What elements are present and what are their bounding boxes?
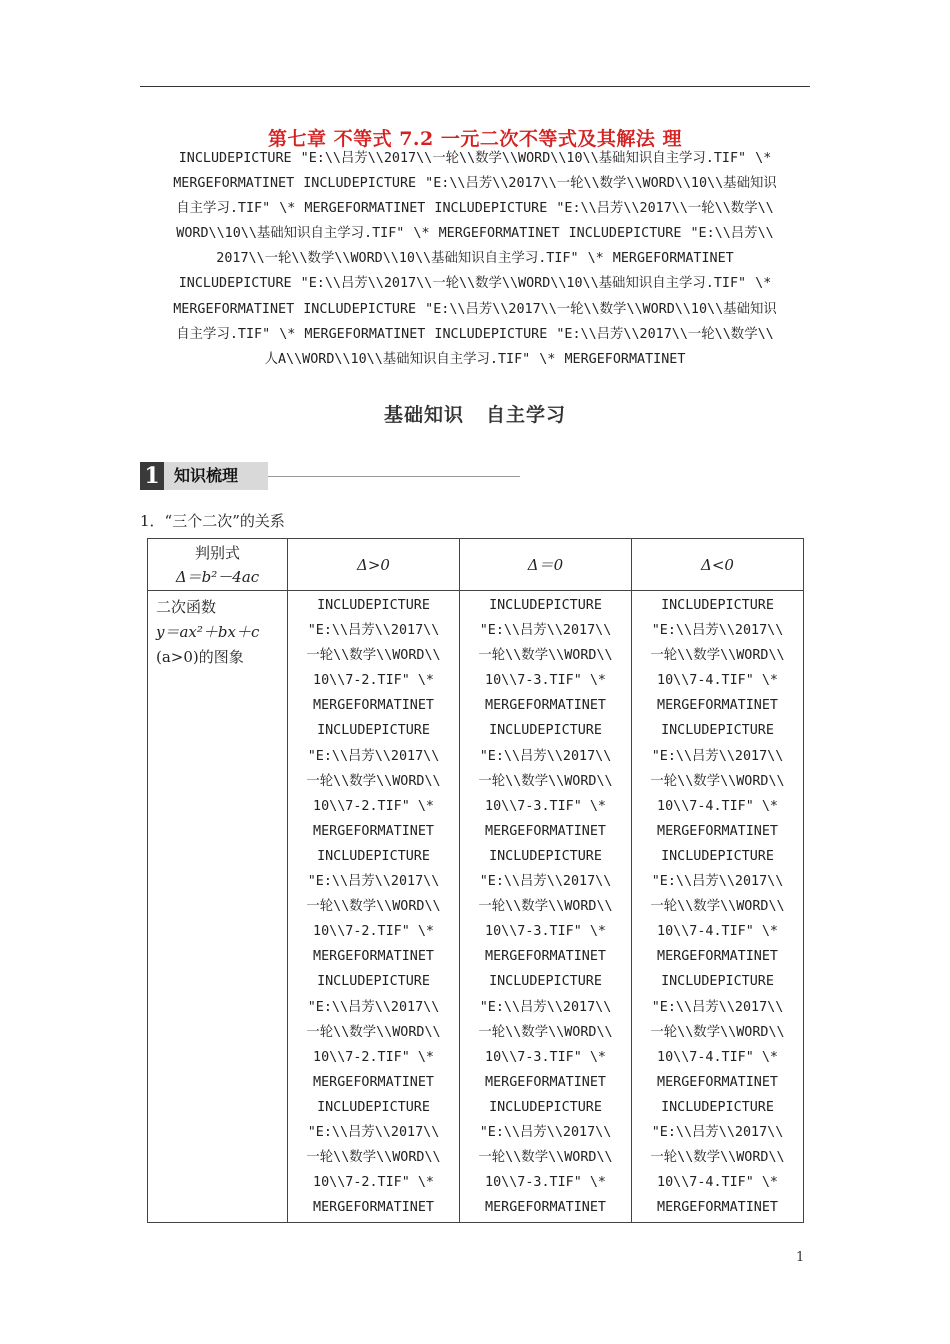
- cell-line: INCLUDEPICTURE: [489, 848, 602, 864]
- three-quadratics-table: [147, 538, 804, 1223]
- graph-cell-zero: [460, 591, 632, 1223]
- cell-line: INCLUDEPICTURE: [661, 1099, 774, 1115]
- cell-line: INCLUDEPICTURE: [317, 974, 430, 990]
- cell-line: "E:\\吕芳\\2017\\: [307, 999, 440, 1015]
- cell-line: MERGEFORMATINET: [313, 823, 434, 839]
- row-label-line: 二次函数: [156, 598, 217, 616]
- cell-line: INCLUDEPICTURE: [317, 598, 430, 613]
- cell-line: "E:\\吕芳\\2017\\: [479, 874, 612, 890]
- section-heading: [140, 400, 810, 427]
- cell-line: INCLUDEPICTURE: [489, 598, 602, 613]
- cell-line: INCLUDEPICTURE: [661, 974, 774, 990]
- cell-line: "E:\\吕芳\\2017\\: [307, 1124, 440, 1140]
- include-field-paragraph: [140, 146, 810, 372]
- header-delta-negative: Δ<0: [632, 539, 804, 591]
- include-line: 2017\\一轮\\数学\\WORD\\10\\基础知识自主学习.TIF" \* MERGEFORMATINET: [216, 251, 734, 267]
- include-line: MERGEFORMATINET INCLUDEPICTURE "E:\\吕芳\\2017\\一轮\\数学\\WORD\\10\\基础知识: [173, 301, 777, 317]
- include-line: INCLUDEPICTURE "E:\\吕芳\\2017\\一轮\\数学\\WORD\\10\\基础知识自主学习.TIF" \*: [178, 276, 772, 292]
- cell-line: MERGEFORMATINET: [485, 698, 606, 714]
- cell-line: 一轮\\数学\\WORD\\: [478, 1150, 613, 1166]
- cell-line: 一轮\\数学\\WORD\\: [306, 899, 441, 915]
- knowledge-badge: [140, 462, 520, 490]
- header-discriminant-formula: Δ＝b²－4ac: [175, 567, 260, 586]
- cell-line: MERGEFORMATINET: [485, 823, 606, 839]
- cell-line: 一轮\\数学\\WORD\\: [650, 1150, 785, 1166]
- cell-line: 一轮\\数学\\WORD\\: [650, 1024, 785, 1040]
- cell-line: 一轮\\数学\\WORD\\: [306, 1024, 441, 1040]
- cell-line: "E:\\吕芳\\2017\\: [651, 1124, 784, 1140]
- cell-line: MERGEFORMATINET: [657, 823, 778, 839]
- row-label-quadratic-graph: [148, 591, 288, 1223]
- cell-line: 一轮\\数学\\WORD\\: [650, 773, 785, 789]
- cell-line: MERGEFORMATINET: [485, 1074, 606, 1090]
- table-row: [148, 539, 804, 591]
- header-discriminant-label: 判别式: [194, 543, 240, 562]
- header-delta-positive: Δ>0: [288, 539, 460, 591]
- cell-line: INCLUDEPICTURE: [661, 598, 774, 613]
- cell-line: 10\\7-3.TIF" \*: [485, 673, 606, 689]
- cell-line: 10\\7-4.TIF" \*: [657, 1175, 778, 1191]
- cell-line: MERGEFORMATINET: [657, 1200, 778, 1216]
- include-line: 自主学习.TIF" \* MERGEFORMATINET INCLUDEPICTURE "E:\\吕芳\\2017\\一轮\\数学\\: [176, 326, 774, 342]
- cell-line: 一轮\\数学\\WORD\\: [478, 773, 613, 789]
- cell-line: 一轮\\数学\\WORD\\: [306, 648, 441, 664]
- item-heading: 1．“三个二次”的关系: [140, 512, 285, 530]
- cell-line: "E:\\吕芳\\2017\\: [479, 748, 612, 764]
- section-heading-left: 基础知识: [383, 404, 464, 426]
- cell-line: 10\\7-4.TIF" \*: [657, 1049, 778, 1065]
- page-number: 1: [796, 1250, 805, 1265]
- table-row: [148, 591, 804, 1223]
- cell-line: 10\\7-4.TIF" \*: [657, 924, 778, 940]
- cell-line: INCLUDEPICTURE: [317, 1099, 430, 1115]
- cell-line: 10\\7-2.TIF" \*: [313, 924, 434, 940]
- cell-line: 10\\7-4.TIF" \*: [657, 673, 778, 689]
- cell-line: MERGEFORMATINET: [657, 1074, 778, 1090]
- cell-line: "E:\\吕芳\\2017\\: [479, 623, 612, 639]
- cell-line: 一轮\\数学\\WORD\\: [650, 648, 785, 664]
- cell-line: "E:\\吕芳\\2017\\: [479, 1124, 612, 1140]
- cell-line: "E:\\吕芳\\2017\\: [651, 999, 784, 1015]
- badge-label: 知识梳理: [164, 462, 268, 490]
- cell-line: 一轮\\数学\\WORD\\: [650, 899, 785, 915]
- row-label-line: y＝ax²＋bx＋c: [156, 623, 260, 641]
- cell-line: INCLUDEPICTURE: [661, 848, 774, 864]
- cell-line: MERGEFORMATINET: [485, 949, 606, 965]
- cell-line: MERGEFORMATINET: [485, 1200, 606, 1216]
- cell-line: 10\\7-2.TIF" \*: [313, 798, 434, 814]
- cell-line: INCLUDEPICTURE: [317, 848, 430, 864]
- include-line: 自主学习.TIF" \* MERGEFORMATINET INCLUDEPICTURE "E:\\吕芳\\2017\\一轮\\数学\\: [176, 201, 774, 217]
- cell-line: "E:\\吕芳\\2017\\: [307, 874, 440, 890]
- cell-line: MERGEFORMATINET: [313, 698, 434, 714]
- header-rule: [140, 86, 810, 87]
- cell-line: MERGEFORMATINET: [313, 1074, 434, 1090]
- cell-line: "E:\\吕芳\\2017\\: [651, 623, 784, 639]
- cell-line: MERGEFORMATINET: [657, 698, 778, 714]
- graph-cell-negative: [632, 591, 804, 1223]
- cell-line: INCLUDEPICTURE: [661, 723, 774, 739]
- cell-line: 10\\7-3.TIF" \*: [485, 924, 606, 940]
- cell-line: 10\\7-2.TIF" \*: [313, 673, 434, 689]
- include-line: INCLUDEPICTURE "E:\\吕芳\\2017\\一轮\\数学\\WORD\\10\\基础知识自主学习.TIF" \*: [178, 151, 772, 166]
- cell-line: 一轮\\数学\\WORD\\: [478, 1024, 613, 1040]
- cell-line: "E:\\吕芳\\2017\\: [651, 874, 784, 890]
- cell-line: MERGEFORMATINET: [313, 1200, 434, 1216]
- graph-cell-positive: [288, 591, 460, 1223]
- cell-line: INCLUDEPICTURE: [317, 723, 430, 739]
- cell-line: 一轮\\数学\\WORD\\: [478, 648, 613, 664]
- cell-line: "E:\\吕芳\\2017\\: [651, 748, 784, 764]
- cell-line: 一轮\\数学\\WORD\\: [478, 899, 613, 915]
- cell-line: 10\\7-3.TIF" \*: [485, 1175, 606, 1191]
- cell-line: MERGEFORMATINET: [313, 949, 434, 965]
- page-title: 第七章 不等式 7.2 一元二次不等式及其解法 理: [267, 128, 682, 150]
- header-discriminant: [148, 539, 288, 591]
- badge-divider: [268, 476, 520, 477]
- cell-line: 10\\7-4.TIF" \*: [657, 798, 778, 814]
- cell-line: "E:\\吕芳\\2017\\: [307, 748, 440, 764]
- cell-line: INCLUDEPICTURE: [489, 1099, 602, 1115]
- cell-line: MERGEFORMATINET: [657, 949, 778, 965]
- cell-line: 10\\7-2.TIF" \*: [313, 1049, 434, 1065]
- header-delta-zero: Δ＝0: [460, 539, 632, 591]
- cell-line: 10\\7-2.TIF" \*: [313, 1175, 434, 1191]
- cell-line: "E:\\吕芳\\2017\\: [479, 999, 612, 1015]
- cell-line: 一轮\\数学\\WORD\\: [306, 773, 441, 789]
- include-line: 人A\\WORD\\10\\基础知识自主学习.TIF" \* MERGEFORMATINET: [264, 351, 686, 367]
- cell-line: "E:\\吕芳\\2017\\: [307, 623, 440, 639]
- section-heading-right: 自主学习: [486, 404, 567, 426]
- include-line: MERGEFORMATINET INCLUDEPICTURE "E:\\吕芳\\2017\\一轮\\数学\\WORD\\10\\基础知识: [173, 176, 777, 192]
- badge-number: 1: [140, 462, 164, 490]
- cell-line: 一轮\\数学\\WORD\\: [306, 1150, 441, 1166]
- cell-line: INCLUDEPICTURE: [489, 974, 602, 990]
- row-label-line: (a>0)的图象: [156, 648, 244, 666]
- cell-line: 10\\7-3.TIF" \*: [485, 1049, 606, 1065]
- cell-line: INCLUDEPICTURE: [489, 723, 602, 739]
- cell-line: 10\\7-3.TIF" \*: [485, 798, 606, 814]
- include-line: WORD\\10\\基础知识自主学习.TIF" \* MERGEFORMATINET INCLUDEPICTURE "E:\\吕芳\\: [176, 226, 774, 242]
